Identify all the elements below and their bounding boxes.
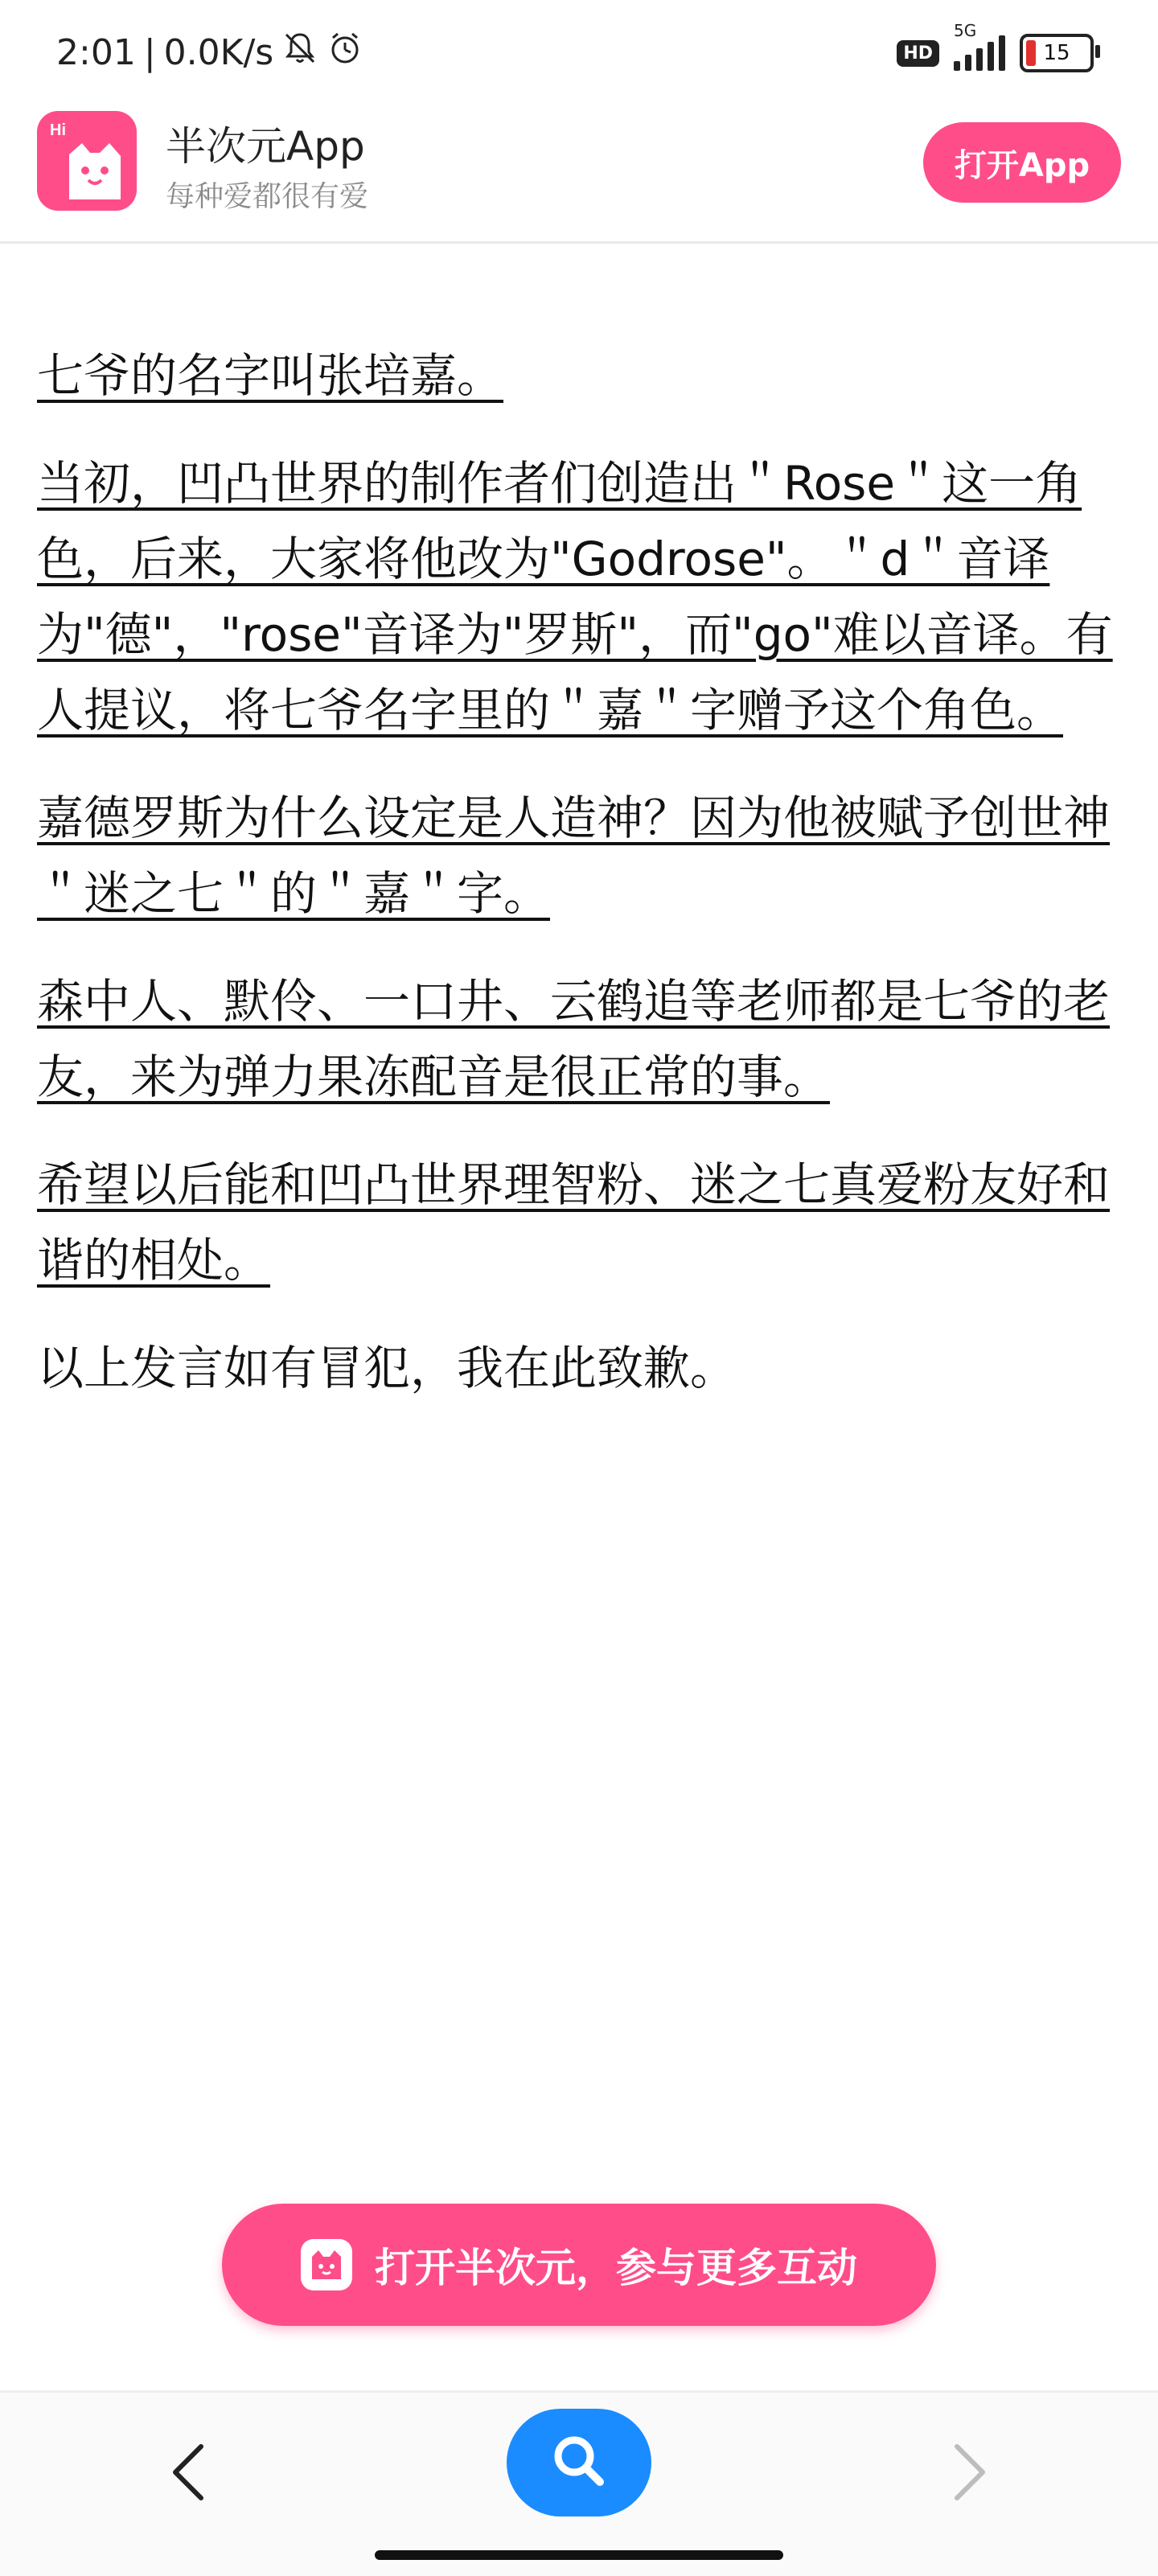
forward-arrow-icon xyxy=(944,2440,992,2508)
status-left xyxy=(56,24,363,80)
status-bar xyxy=(0,0,1158,80)
article-paragraph: 七爷的名字叫张培嘉。 xyxy=(37,348,504,403)
bottom-navigation xyxy=(0,2390,1158,2576)
article-paragraph: 希望以后能和凹凸世界理智粉、迷之七真爱粉友好和谐的相处。 xyxy=(37,1157,1111,1288)
home-indicator[interactable] xyxy=(375,2550,783,2560)
article-paragraph: 以上发言如有冒犯，我在此致歉。 xyxy=(37,1341,737,1395)
forward-button[interactable] xyxy=(928,2430,1008,2518)
status-right xyxy=(897,21,1094,76)
battery-level: 15 xyxy=(1043,41,1070,65)
back-arrow-icon xyxy=(166,2440,214,2508)
battery-icon xyxy=(1020,34,1094,72)
hd-badge: HD xyxy=(897,40,939,67)
article-paragraph: 当初，凹凸世界的制作者们创造出＂Rose＂这一角色，后来，大家将他改为"Godrose"。＂d＂音译为"德"，"rose"音译为"罗斯"，而"go"难以音译。有人提议，将七爷名字里的＂嘉＂字赠予这个角色。 xyxy=(37,456,1113,737)
signal-icon xyxy=(954,21,1005,71)
back-button[interactable] xyxy=(150,2430,230,2518)
status-separator: | xyxy=(143,31,156,73)
search-icon xyxy=(547,2429,611,2496)
alarm-icon xyxy=(326,30,363,76)
app-subtitle: 每种爱都很有爱 xyxy=(166,180,369,213)
app-title: 半次元App xyxy=(166,123,365,170)
app-logo[interactable] xyxy=(37,111,137,211)
net-speed: 0.0K/s xyxy=(163,31,274,73)
cta-label: 打开半次元，参与更多互动 xyxy=(375,2245,857,2291)
network-type: 5G xyxy=(954,21,977,40)
status-time: 2:01 xyxy=(56,31,136,73)
search-button[interactable] xyxy=(507,2409,651,2516)
open-app-button[interactable]: 打开App xyxy=(923,122,1121,203)
app-header xyxy=(0,80,1158,244)
logo-text: Hi xyxy=(50,121,66,139)
article-content xyxy=(37,338,1119,1438)
banciyuan-logo-icon xyxy=(301,2239,352,2290)
open-banciyuan-cta-button[interactable] xyxy=(222,2204,936,2326)
article-paragraph: 嘉德罗斯为什么设定是人造神？因为他被赋予创世神＂迷之七＂的＂嘉＂字。 xyxy=(37,791,1111,921)
mute-bell-icon xyxy=(281,30,318,76)
article-paragraph: 森中人、默伶、一口井、云鹤追等老师都是七爷的老友，来为弹力果冻配音是很正常的事。 xyxy=(37,974,1111,1104)
